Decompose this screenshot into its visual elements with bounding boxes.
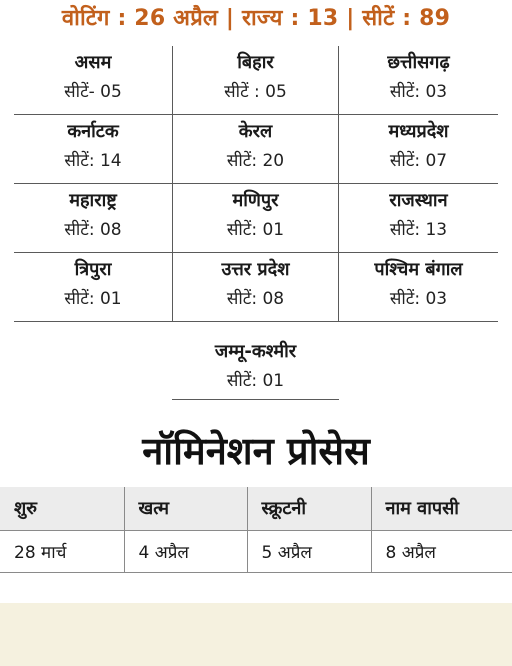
state-seats: सीटें: 08 [64, 220, 122, 240]
table-cell: 8 अप्रैल [371, 530, 512, 572]
state-seats: सीटें: 01 [64, 289, 122, 309]
state-cell [172, 115, 339, 184]
state-cell [339, 253, 498, 322]
state-name: जम्मू-कश्मीर [214, 341, 297, 362]
state-seats: सीटें: 20 [226, 151, 285, 171]
state-cell [172, 184, 339, 253]
column-header: खत्म [124, 487, 247, 530]
voting-summary-header: वोटिंग : 26 अप्रैल | राज्य : 13 | सीटें : 89 [61, 6, 451, 31]
state-name: बिहार [237, 52, 274, 73]
table-row [0, 530, 512, 572]
state-seats: सीटें: 01 [226, 220, 285, 240]
state-cell [14, 253, 172, 322]
state-cell [172, 253, 339, 322]
nomination-schedule-table [0, 487, 512, 573]
state-name: मध्यप्रदेश [388, 121, 449, 142]
state-cell [339, 115, 498, 184]
state-cell [172, 46, 339, 115]
state-seats: सीटें: 08 [226, 289, 285, 309]
footer-band [0, 603, 512, 666]
state-name: महाराष्ट्र [69, 190, 117, 211]
table-cell: 5 अप्रैल [247, 530, 371, 572]
state-seats: सीटें: 07 [389, 151, 448, 171]
state-seats: सीटें: 14 [64, 151, 122, 171]
state-seats: सीटें: 03 [389, 82, 448, 102]
state-name: पश्चिम बंगाल [374, 259, 463, 280]
table-cell: 4 अप्रैल [124, 530, 247, 572]
state-seats: सीटें: 03 [389, 289, 448, 309]
state-seats: सीटें: 13 [389, 220, 448, 240]
state-seats: सीटें- 05 [64, 82, 122, 102]
state-name: उत्तर प्रदेश [221, 259, 290, 280]
state-name: असम [74, 52, 112, 73]
state-cell [339, 46, 498, 115]
state-cell [172, 328, 339, 400]
state-cell [14, 46, 172, 115]
state-seats: सीटें: 01 [226, 371, 285, 391]
column-header: स्क्रूटनी [247, 487, 371, 530]
table-header-row [0, 487, 512, 530]
state-name: कर्नाटक [67, 121, 119, 142]
states-grid [14, 46, 498, 322]
state-cell [14, 115, 172, 184]
state-name: राजस्थान [389, 190, 448, 211]
state-name: केरल [238, 121, 273, 142]
state-cell [14, 184, 172, 253]
state-seats: सीटें : 05 [224, 82, 287, 102]
state-cell [339, 184, 498, 253]
state-name: त्रिपुरा [74, 259, 112, 280]
column-header: नाम वापसी [371, 487, 512, 530]
column-header: शुरु [0, 487, 124, 530]
nomination-process-title: नॉमिनेशन प्रोसेस [142, 429, 370, 473]
table-cell: 28 मार्च [0, 530, 124, 572]
state-name: मणिपुर [232, 190, 279, 211]
state-name: छत्तीसगढ़ [387, 52, 450, 73]
